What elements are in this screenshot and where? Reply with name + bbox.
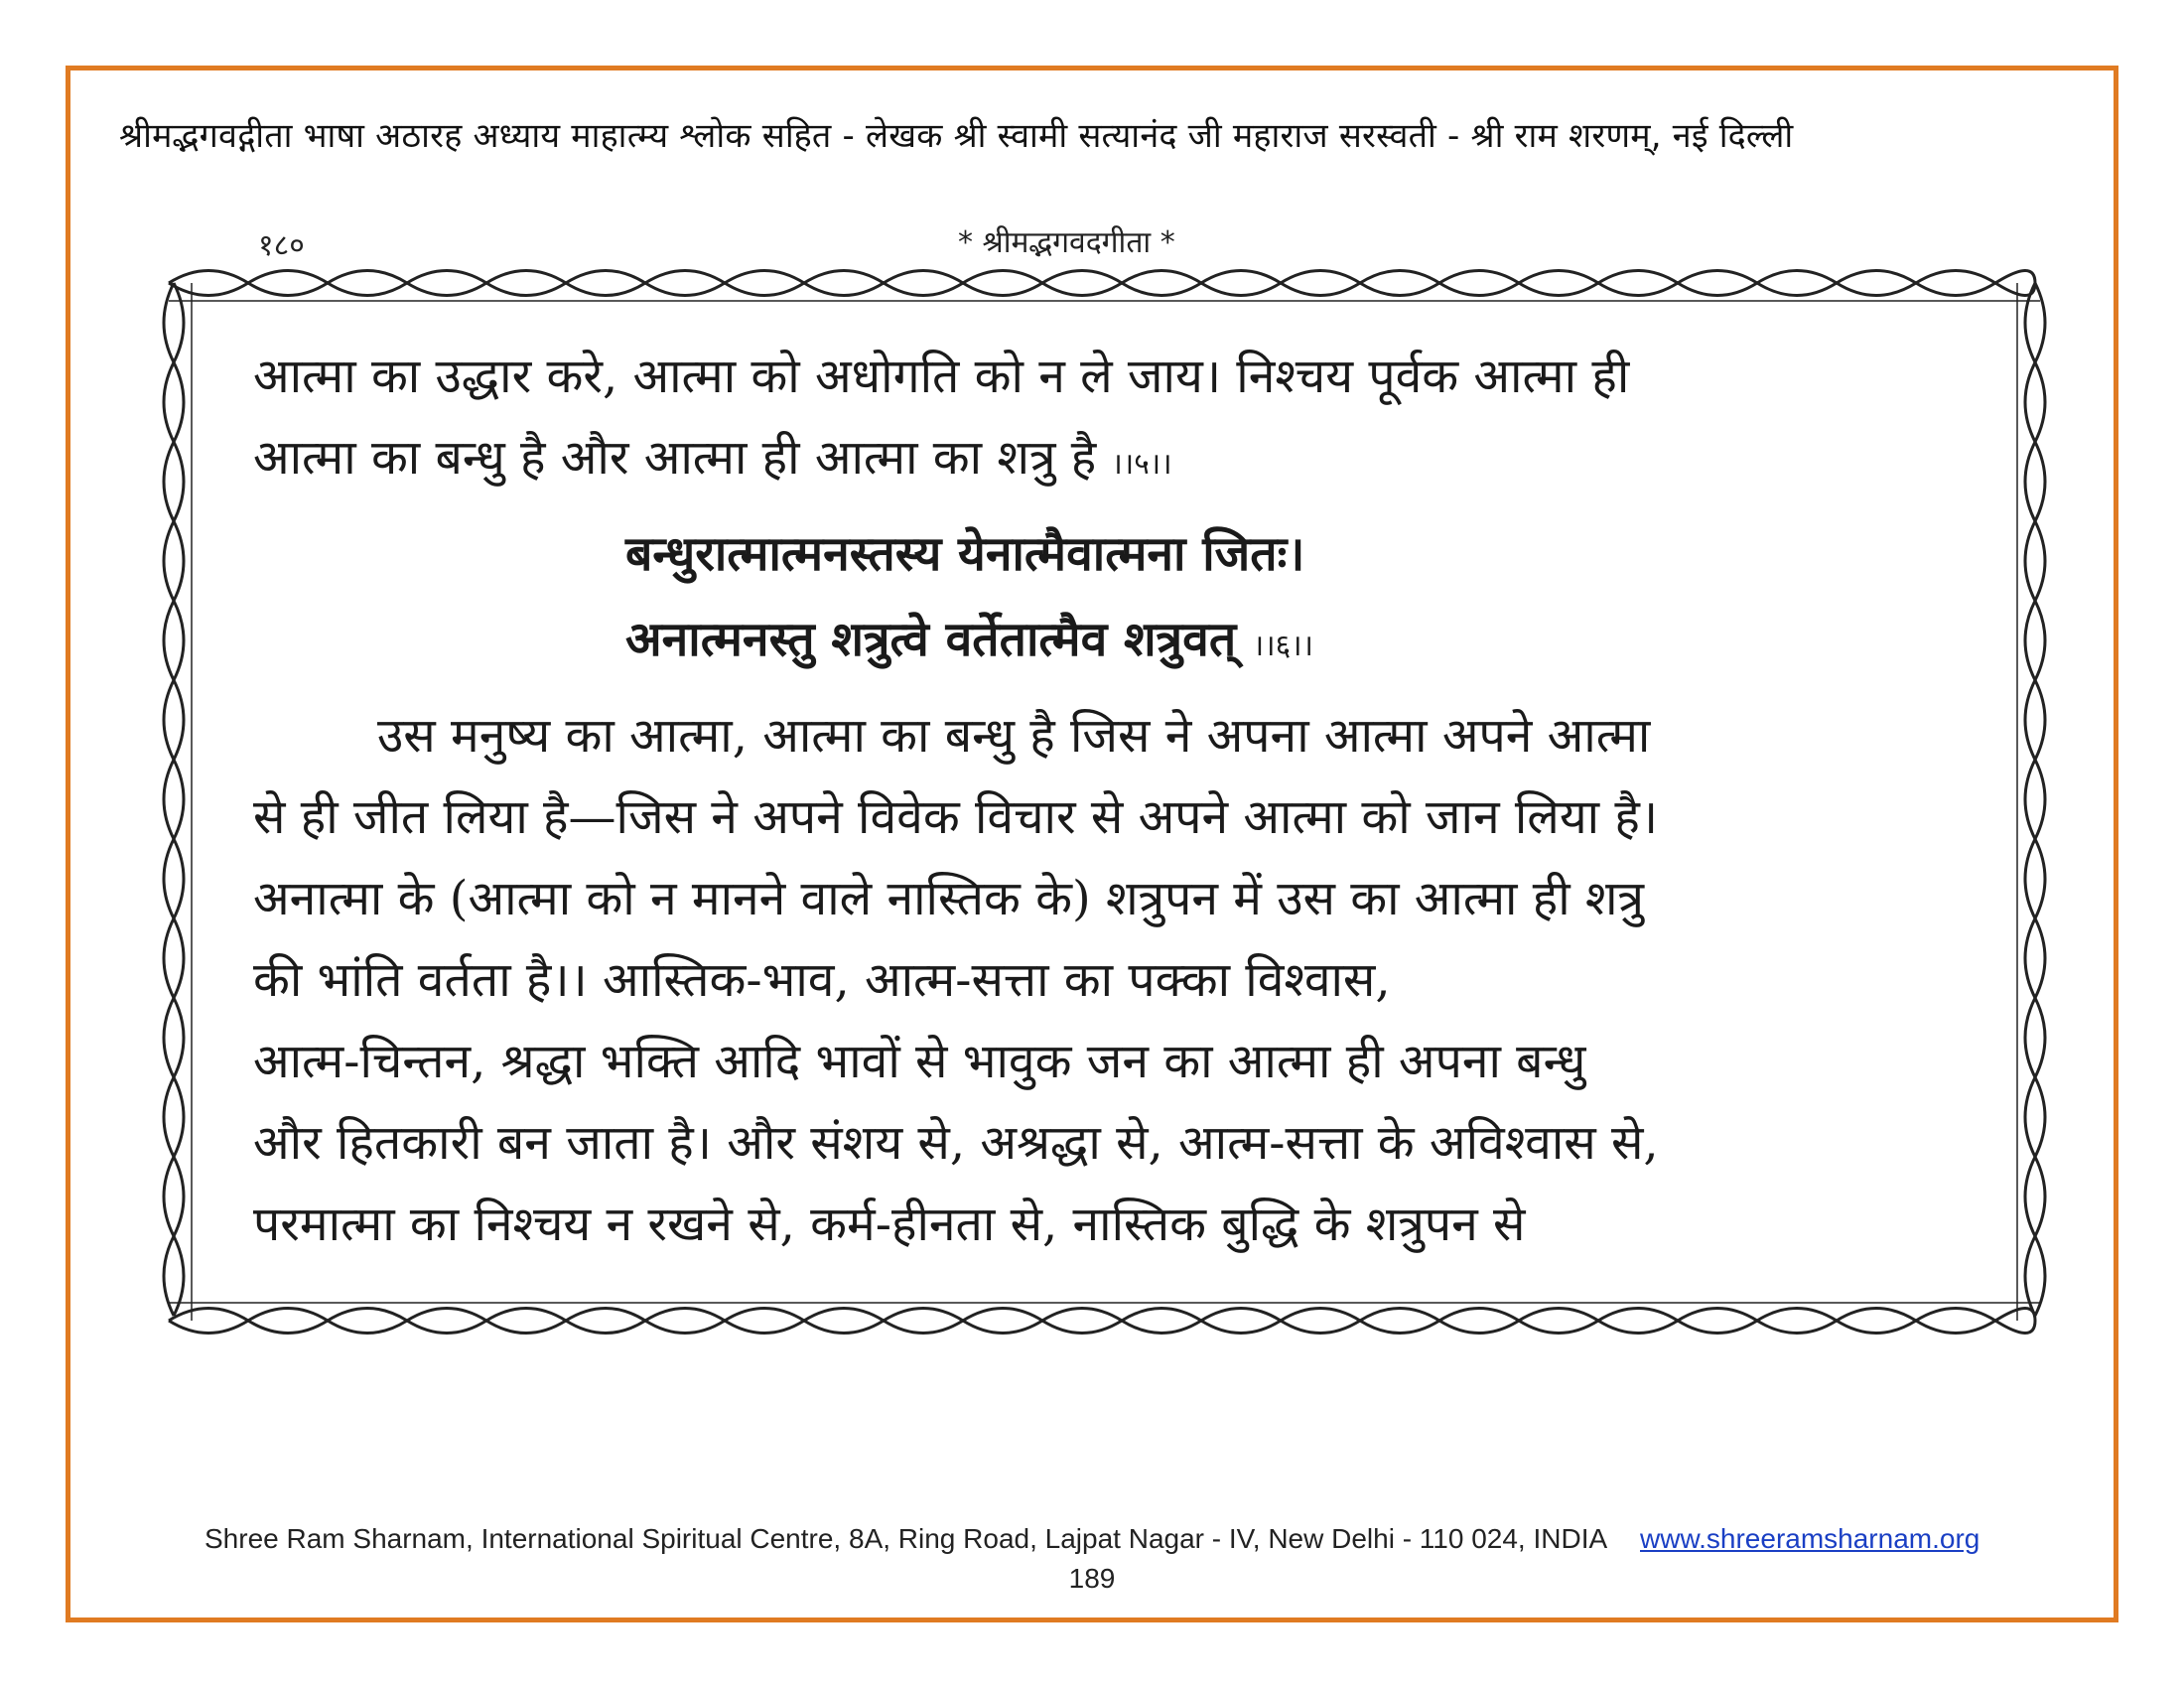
verse-line: अनात्मनस्तु शत्रुत्वे वर्तेतात्मैव शत्रुवत् ।।६।। <box>625 612 1314 667</box>
sanskrit-verse <box>625 511 1951 689</box>
verse-number: ।।६।। <box>1252 629 1314 663</box>
page-number: 189 <box>1068 1563 1116 1594</box>
book-running-head: * श्रीमद्भगवदगीता * <box>958 225 1175 260</box>
text-line: से ही जीत लिया है—जिस ने अपने विवेक विचार से अपने आत्मा को जान लिया है। <box>253 789 1659 845</box>
header-title: श्रीमद्भगवद्गीता भाषा अठारह अध्याय माहात्म्य श्लोक सहित - लेखक श्री स्वामी सत्यानंद जी महाराज सरस्वती - श्री राम शरणम्, नई दिल्ली <box>119 116 1794 156</box>
paragraph-2 <box>253 695 1951 1265</box>
footer-address: Shree Ram Sharnam, International Spiritual Centre, 8A, Ring Road, Lajpat Nagar - IV, New Delhi - 110 024, INDIA <box>205 1523 1608 1554</box>
text-line: आत्म-चिन्तन, श्रद्धा भक्ति आदि भावों से भावुक जन का आत्मा ही अपना बन्धु <box>253 1034 1586 1089</box>
verse-line: बन्धुरात्मात्मनस्तस्य येनात्मैवात्मना जितः। <box>625 526 1305 582</box>
text-line: अनात्मा के (आत्मा को न मानने वाले नास्तिक के) शत्रुपन में उस का आत्मा ही शत्रु <box>253 871 1645 926</box>
book-page-number: १८० <box>258 228 305 263</box>
paragraph-1 <box>253 336 1951 505</box>
verse-number: ।।५।। <box>1111 447 1172 482</box>
website-link[interactable]: www.shreeramsharnam.org <box>1640 1523 1980 1554</box>
text-line: परमात्मा का निश्चय न रखने से, कर्म-हीनता से, नास्तिक बुद्धि के शत्रुपन से <box>253 1196 1526 1252</box>
text-line: की भांति वर्तता है।। आस्तिक-भाव, आत्म-सत्ता का पक्का विश्वास, <box>253 952 1391 1008</box>
scanned-book-text <box>253 336 1951 1265</box>
text-line: आत्मा का बन्धु है और आत्मा ही आत्मा का शत्रु है ।।५।। <box>253 430 1172 486</box>
text-line: आत्मा का उद्धार करे, आत्मा को अधोगति को न ले जाय। निश्चय पूर्वक आत्मा ही <box>253 349 1630 404</box>
text-line: और हितकारी बन जाता है। और संशय से, अश्रद्धा से, आत्म-सत्ता के अविश्वास से, <box>253 1115 1659 1171</box>
text-line: उस मनुष्य का आत्मा, आत्मा का बन्धु है जिस ने अपना आत्मा अपने आत्मा <box>377 708 1651 764</box>
